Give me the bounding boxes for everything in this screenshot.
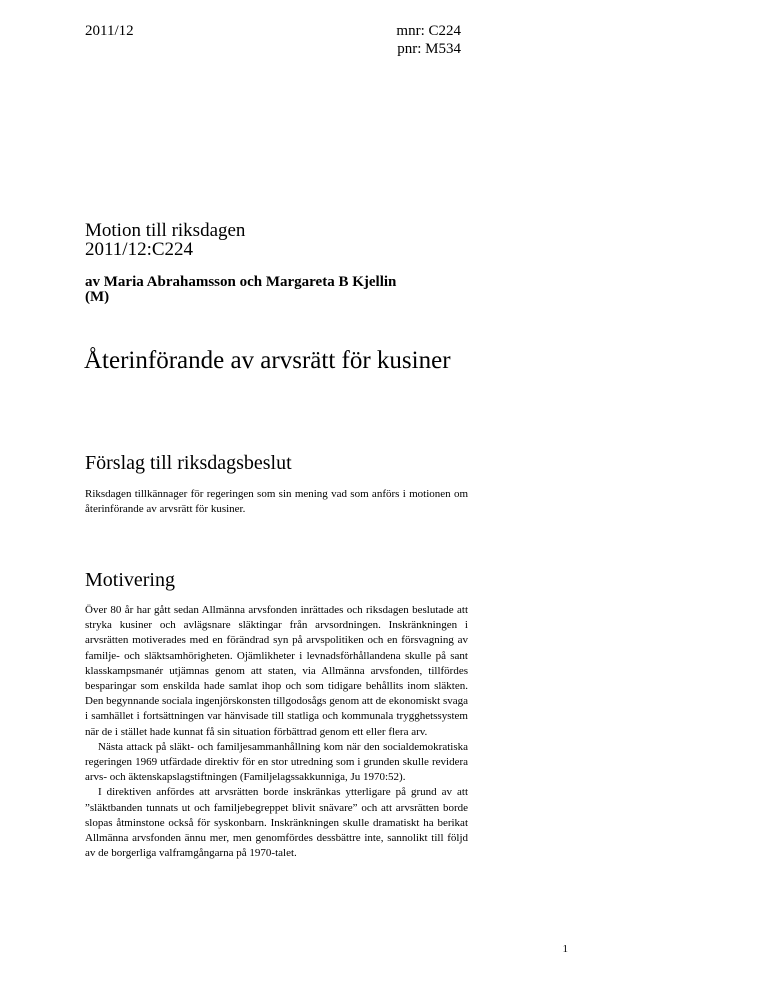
mnr-label: mnr: C224	[396, 23, 461, 39]
motivering-body	[85, 603, 468, 861]
authors-line1: av Maria Abrahamsson och Margareta B Kjellin	[85, 274, 397, 290]
forslag-text: Riksdagen tillkännager för regeringen som sin mening vad som anförs i motionen om återinförande av arvsrätt för kusiner.	[85, 488, 468, 516]
motivering-heading: Motivering	[85, 569, 175, 591]
motion-label	[85, 221, 245, 259]
page-title: Återinförande av arvsrätt för kusiner	[84, 347, 451, 374]
authors	[85, 275, 465, 305]
session-label: 2011/12	[85, 23, 134, 39]
motivering-paragraph: I direktiven anfördes att arvsrätten borde inskränkas ytterligare på grund av att ”släktbanden tunnats ut och familjebegreppet blivit snävare” och att arvsrätten borde slopas åtminstone också för syskonbarn. Inskränkningen skulle dramatiskt ha berikat Allmänna arvsfonden ännu mer, men genomfördes dessbättre inte, sannolikt till följd av de borgerliga valframgångarna på 1970-talet.	[85, 786, 468, 860]
forslag-heading: Förslag till riksdagsbeslut	[85, 452, 292, 474]
motion-label-line1: Motion till riksdagen	[85, 220, 246, 241]
authors-line2: (M)	[85, 289, 110, 305]
document-numbers	[389, 22, 461, 58]
page-number: 1	[562, 943, 568, 955]
motion-label-line2: 2011/12:C224	[85, 239, 194, 260]
motivering-paragraph: Nästa attack på släkt- och familjesammanhållning kom när den socialdemokratiska regeringen 1969 utfärdade direktiv för en stor utredning som i grunden skulle revidera arvs- och äktenskapslagstiftningen (Familjelagssakkunniga, Ju 1970:52).	[85, 740, 468, 784]
motivering-paragraph: Över 80 år har gått sedan Allmänna arvsfonden inrättades och riksdagen beslutade att stryka kusiner och avlägsnare släktingar från arvsordningen. Inskränkningen i arvsrätten motiverades med en förändrad syn på arvspolitiken och en försvagning av familje- och släktsamhörigheten. Ojämlikheter i levnadsförhållandena skulle på sant klasskampsmanér utjämnas genom att staten, via Allmänna arvsfonden, tillfördes besparingar som enskilda hade samlat ihop och som tidigare behållits inom släkten. Den begynnande sociala ingenjörskonsten tillgodosågs genom att de ekonomiskt svaga i samhället i fortsättningen var hänvisade till statliga och kommunala trygghetssystem när de i stället hade kunnat få sin situation förbättrad genom ett eller flera arv.	[85, 604, 468, 738]
pnr-label: pnr: M534	[397, 41, 461, 57]
